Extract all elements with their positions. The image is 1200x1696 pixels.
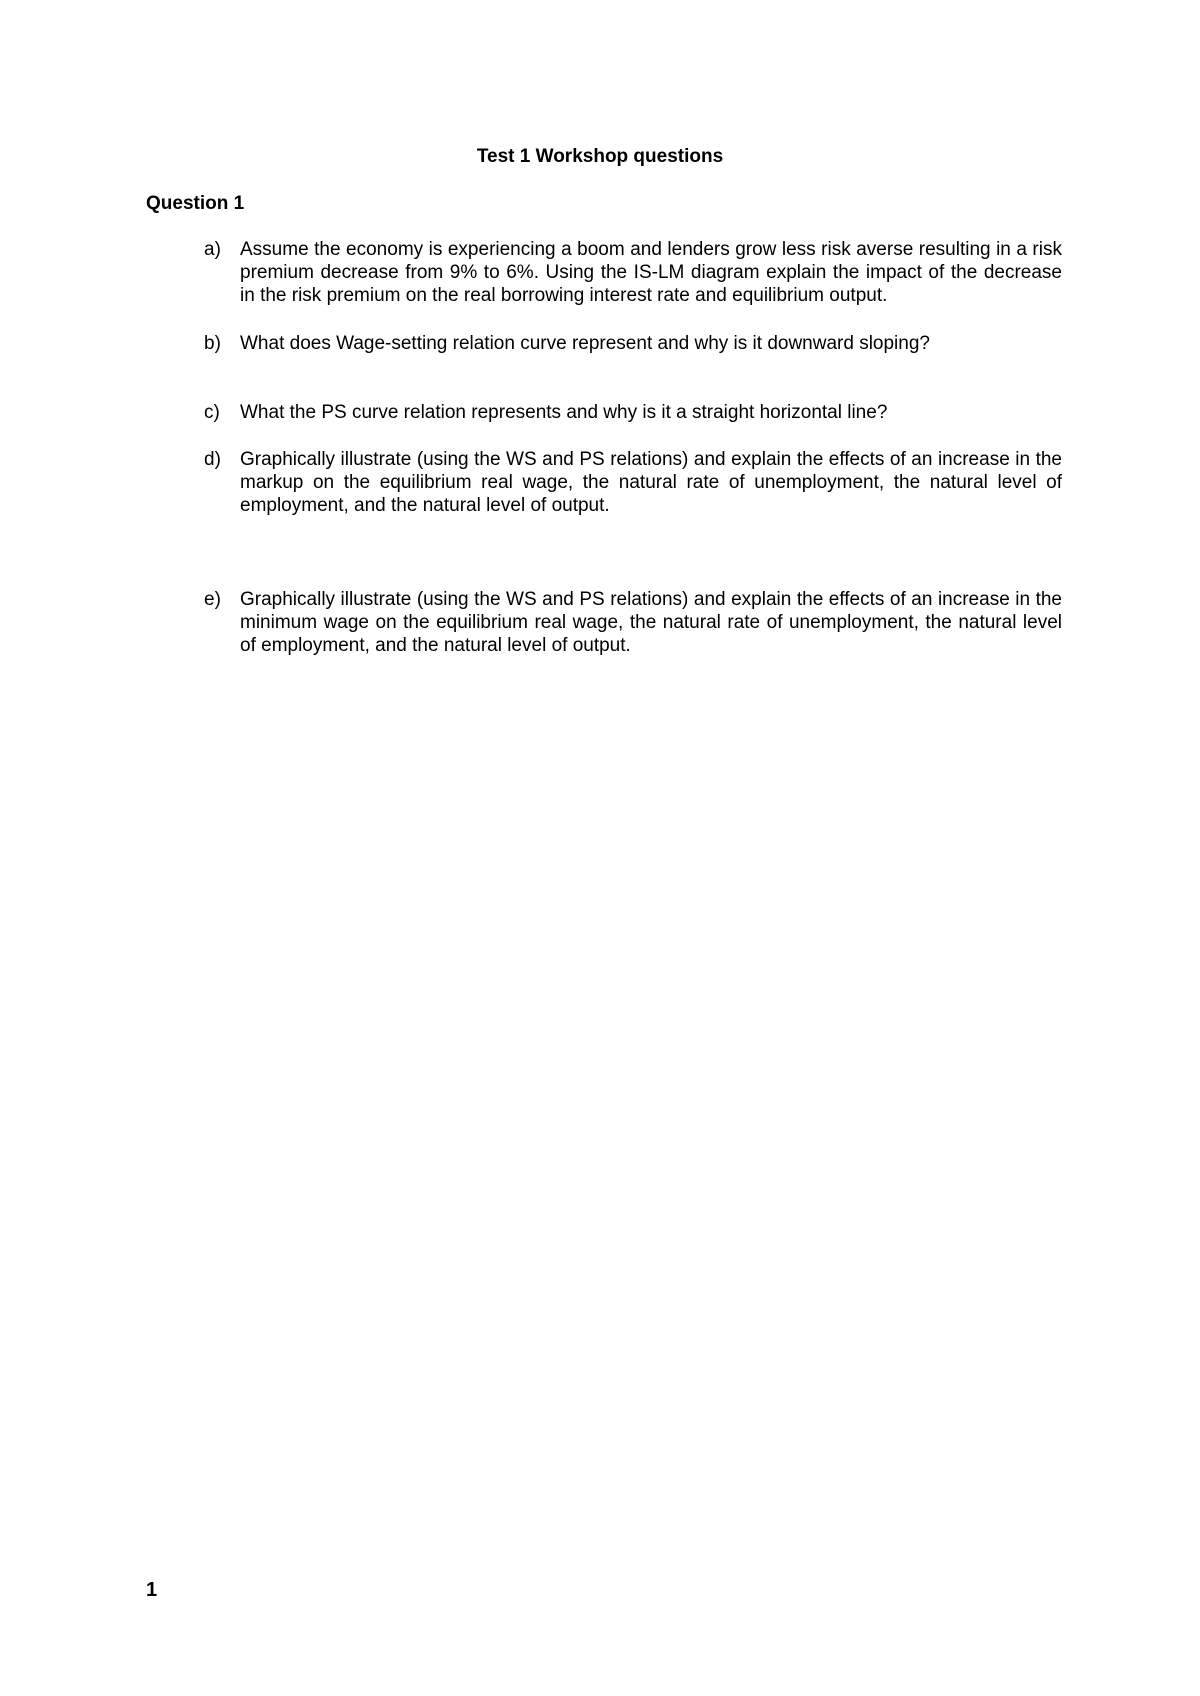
item-text: What does Wage-setting relation curve represent and why is it downward sloping? <box>240 333 930 354</box>
question-item-a <box>204 238 1062 307</box>
item-marker: b) <box>204 333 221 354</box>
item-text: What the PS curve relation represents and why is it a straight horizontal line? <box>240 402 888 423</box>
question-item-b <box>204 332 1062 355</box>
question-item-e <box>204 588 1062 657</box>
item-marker: e) <box>204 589 221 610</box>
item-marker: d) <box>204 449 221 470</box>
question-item-d <box>204 448 1062 517</box>
item-text: Assume the economy is experiencing a boom and lenders grow less risk averse resulting in a risk premium decrease from 9% to 6%. Using the IS-LM diagram explain the impact of the decrease in the risk premium on the real borrowing interest rate and equilibrium output. <box>240 239 1062 306</box>
question-heading: Question 1 <box>146 193 245 214</box>
item-text: Graphically illustrate (using the WS and PS relations) and explain the effects of an increase in the minimum wage on the equilibrium real wage, the natural rate of unemployment, the natural level of employment, and the natural level of output. <box>240 589 1062 656</box>
question-item-c <box>204 401 1062 424</box>
item-marker: c) <box>204 402 220 423</box>
page-number: 1 <box>146 1579 158 1601</box>
document-title: Test 1 Workshop questions <box>476 146 724 167</box>
item-marker: a) <box>204 239 221 260</box>
item-text: Graphically illustrate (using the WS and PS relations) and explain the effects of an increase in the markup on the equilibrium real wage, the natural rate of unemployment, the natural level of employment, and the natural level of output. <box>240 449 1062 516</box>
